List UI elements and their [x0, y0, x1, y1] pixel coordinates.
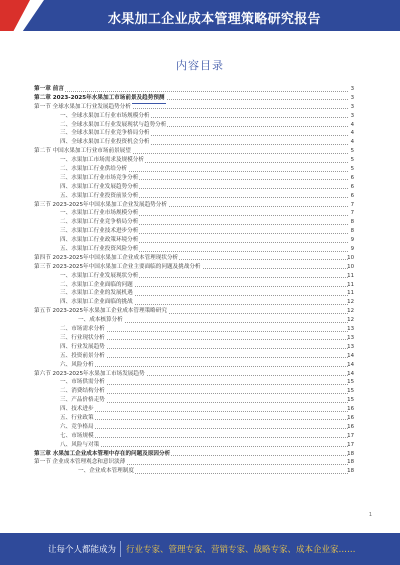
toc-entry[interactable]: [34, 112, 354, 121]
toc-entry-page: 14: [347, 370, 354, 377]
toc-entry[interactable]: [34, 236, 354, 245]
toc-entry-page: 17: [347, 441, 354, 448]
toc-entry-page: 9: [350, 246, 354, 253]
toc-entry-page: 11: [347, 290, 354, 297]
toc-entry-page: 14: [347, 352, 354, 359]
toc-entry[interactable]: [34, 218, 354, 227]
toc-entry[interactable]: [34, 352, 354, 361]
toc-entry-title: 二、市场需求分析: [60, 326, 105, 333]
toc-entry[interactable]: [34, 209, 354, 218]
footer-divider: [120, 541, 121, 557]
toc-entry[interactable]: [34, 165, 354, 174]
toc-entry[interactable]: [34, 103, 354, 112]
toc-entry-page: 5: [350, 157, 354, 164]
toc-entry-page: 18: [347, 468, 354, 475]
toc-entry-title: 三、行业现状分析: [60, 334, 105, 341]
toc-entry-title: 二、全球水果加工行业发展现状与趋势分析: [60, 121, 167, 128]
toc-entry-page: 16: [347, 406, 354, 413]
toc-entry[interactable]: [34, 343, 354, 352]
toc-leader-dots: [60, 446, 348, 447]
toc-entry[interactable]: [34, 396, 354, 405]
toc-entry[interactable]: [34, 307, 354, 316]
toc-entry-page: 10: [347, 254, 354, 261]
toc-entry-page: 8: [350, 228, 354, 235]
toc-entry-page: 13: [347, 326, 354, 333]
toc-entry[interactable]: [34, 263, 354, 272]
toc-entry-page: 5: [350, 148, 354, 155]
toc-entry-title: 三、水果加工行业技术进步分析: [60, 228, 139, 235]
toc-entry-title: 第三节 2023-2025年中国水果加工企业主要面临的问题及挑战分析: [34, 263, 201, 270]
toc-entry-page: 3: [350, 86, 354, 92]
toc-entry-title: 第一节 全球水果加工行业发展趋势分析: [34, 103, 131, 110]
toc-heading: 内容目录: [176, 59, 224, 72]
toc-entry-page: 4: [350, 130, 354, 137]
toc-entry-title: 一、成本核算分析: [78, 317, 123, 324]
toc-entry-page: 10: [347, 263, 354, 270]
footer-tagline: 行业专家、管理专家、营销专家、战略专家、成本企业家……: [126, 545, 356, 555]
toc-entry[interactable]: [34, 414, 354, 423]
page-number: 1: [368, 512, 372, 518]
toc-entry-title: 二、水果加工行业竞争格局分析: [60, 219, 139, 226]
toc-entry-title: 四、全球水果加工行业投资机会分析: [60, 139, 150, 146]
toc-entry-page: 14: [347, 361, 354, 368]
toc-entry-title: 一、水果加工市场需求及规模分析: [60, 157, 144, 164]
toc-entry[interactable]: [34, 378, 354, 387]
toc-entry-title: 七、市场规模: [60, 432, 94, 439]
toc-entry-page: 15: [347, 388, 354, 395]
toc-entry[interactable]: [34, 192, 354, 201]
toc-entry-page: 15: [347, 379, 354, 386]
toc-entry-page: 16: [347, 423, 354, 430]
toc-entry-page: 5: [350, 166, 354, 173]
toc-entry-page: 3: [350, 94, 354, 101]
toc-entry-page: 3: [350, 103, 354, 110]
toc-entry-title: 五、投资前景分析: [60, 352, 105, 359]
toc-entry-title: 第五节 2023-2025年水果加工企业成本管理策略研究: [34, 308, 167, 315]
toc-entry-title: 一、企业成本管理制度: [78, 468, 134, 475]
toc-entry[interactable]: [34, 387, 354, 396]
toc-entry-title: 第三章 水果加工企业成本管理中存在的问题及原因分析: [34, 450, 171, 457]
toc-entry-title: 第一节 企业成本管理观念和意识淡薄: [34, 459, 126, 466]
toc-entry[interactable]: [34, 432, 354, 441]
toc-entry-page: 11: [347, 272, 354, 279]
toc-entry[interactable]: [34, 227, 354, 236]
toc-entry-title: 一、市场供需分析: [60, 379, 105, 386]
toc-entry-title: 四、水果加工行业政策环境分析: [60, 237, 139, 244]
toc-entry-title: 六、竞争格局: [60, 423, 94, 430]
toc-leader-dots: [60, 419, 348, 420]
report-header: [0, 0, 400, 31]
toc-entry-page: 13: [347, 343, 354, 350]
toc-entry-title: 一、水果加工行业发展现状分析: [60, 272, 139, 279]
toc-entry[interactable]: [34, 289, 354, 298]
toc-entry-page: 12: [347, 317, 354, 324]
toc-entry[interactable]: [34, 201, 354, 210]
toc-entry-title: 第三节 2023-2025年中国水果加工企业发展趋势分析: [34, 201, 167, 208]
toc-entry-page: 17: [347, 432, 354, 439]
toc-entry-title: 第一章 前言: [34, 86, 64, 92]
toc-entry-title: 二、水果加工企业面临的问题: [60, 281, 133, 288]
toc-entry-title: 五、水果加工行业投资前景分析: [60, 192, 139, 199]
toc-entry-title: 三、水果加工企业的发展机遇: [60, 290, 133, 297]
toc-entry-title: 二、水果加工行业供给分析: [60, 166, 128, 173]
toc-entry-title: 第四节 2023-2025年中国水果加工企业成本管理现状分析: [34, 254, 179, 261]
toc-entry-title: 三、全球水果加工行业竞争格局分析: [60, 130, 150, 137]
toc-entry-title: 五、水果加工行业投资风险分析: [60, 246, 139, 253]
toc-entry-page: 16: [347, 414, 354, 421]
toc-entry-page: 4: [350, 121, 354, 128]
toc-entry[interactable]: [34, 272, 354, 281]
toc-entry-title: 四、行业发展趋势: [60, 343, 105, 350]
toc-entry[interactable]: [34, 325, 354, 334]
toc-entry[interactable]: [34, 183, 354, 192]
toc-entry-page: 8: [350, 219, 354, 226]
toc-leader-dots: [34, 91, 348, 92]
toc-entry[interactable]: [34, 467, 354, 476]
toc-entry[interactable]: [34, 121, 354, 130]
toc-entry-page: 13: [347, 334, 354, 341]
toc-entry-title: 五、行业政策: [60, 414, 94, 421]
footer-slogan: 让每个人都能成为: [48, 545, 117, 555]
toc-entry-page: 18: [347, 450, 354, 457]
report-title: 水果加工企业成本管理策略研究报告: [108, 12, 321, 27]
toc-entry-title: 三、水果加工行业市场竞争分析: [60, 174, 139, 181]
toc-entry-title: 第六节 2023-2025年水果加工市场发展趋势: [34, 370, 145, 377]
toc-entry-page: 18: [347, 459, 354, 466]
toc-entry[interactable]: [34, 361, 354, 370]
toc-entry[interactable]: [34, 281, 354, 290]
toc-entry-title: 一、水果加工行业市场规模分析: [60, 210, 139, 217]
toc-entry-title: 二、消费结构分析: [60, 388, 105, 395]
toc-entry-page: 12: [347, 308, 354, 315]
toc-entry-page: 6: [350, 183, 354, 190]
toc-entry[interactable]: [34, 423, 354, 432]
toc-entry-title: 八、风险与对策: [60, 441, 100, 448]
toc-entry[interactable]: [34, 316, 354, 325]
toc-entry-title: 四、水果加工企业面临的挑战: [60, 299, 133, 306]
toc-entry-page: 6: [350, 192, 354, 199]
toc-entry[interactable]: [34, 245, 354, 254]
toc-entry-page: 4: [350, 139, 354, 146]
report-footer: [0, 533, 400, 565]
toc-leader-dots: [60, 437, 348, 438]
toc-entry[interactable]: [34, 94, 354, 103]
toc-entry-title: 三、产品价格走势: [60, 397, 105, 404]
toc-entry-page: 6: [350, 174, 354, 181]
toc-entry-page: 3: [350, 112, 354, 119]
toc-entry[interactable]: [34, 129, 354, 138]
toc-entry[interactable]: [34, 156, 354, 165]
toc-entry[interactable]: [34, 138, 354, 147]
toc-entry[interactable]: [34, 405, 354, 414]
toc-leader-dots: [60, 428, 348, 429]
toc-entry[interactable]: [34, 85, 354, 94]
toc-entry[interactable]: [34, 334, 354, 343]
toc-entry-page: 11: [347, 281, 354, 288]
toc-entry-title: 第二章 2023-2025年水果加工市场前景及趋势预测: [34, 94, 166, 104]
toc-entry-page: 9: [350, 237, 354, 244]
toc-entry[interactable]: [34, 147, 354, 156]
toc-entry-page: 7: [350, 210, 354, 217]
toc-entry[interactable]: [34, 370, 354, 379]
toc-entry-page: 15: [347, 397, 354, 404]
toc-entry-page: 12: [347, 299, 354, 306]
toc-entry-page: 7: [350, 201, 354, 208]
toc-entry-title: 第二节 中国水果加工行业市场前景展望: [34, 148, 131, 155]
toc-entry-title: 四、技术进步: [60, 406, 94, 413]
toc-entry[interactable]: [34, 174, 354, 183]
toc-entry[interactable]: [34, 298, 354, 307]
toc-entry[interactable]: [34, 441, 354, 450]
toc-entry[interactable]: [34, 450, 354, 459]
toc-leader-dots: [60, 411, 348, 412]
toc-leader-dots: [60, 366, 348, 367]
toc-entry[interactable]: [34, 254, 354, 263]
table-of-contents: [34, 85, 354, 476]
toc-entry-title: 六、风险分析: [60, 361, 94, 368]
toc-entry-title: 一、全球水果加工行业市场规模分析: [60, 112, 150, 119]
toc-entry-title: 四、水果加工行业发展趋势分析: [60, 183, 139, 190]
toc-entry[interactable]: [34, 458, 354, 467]
